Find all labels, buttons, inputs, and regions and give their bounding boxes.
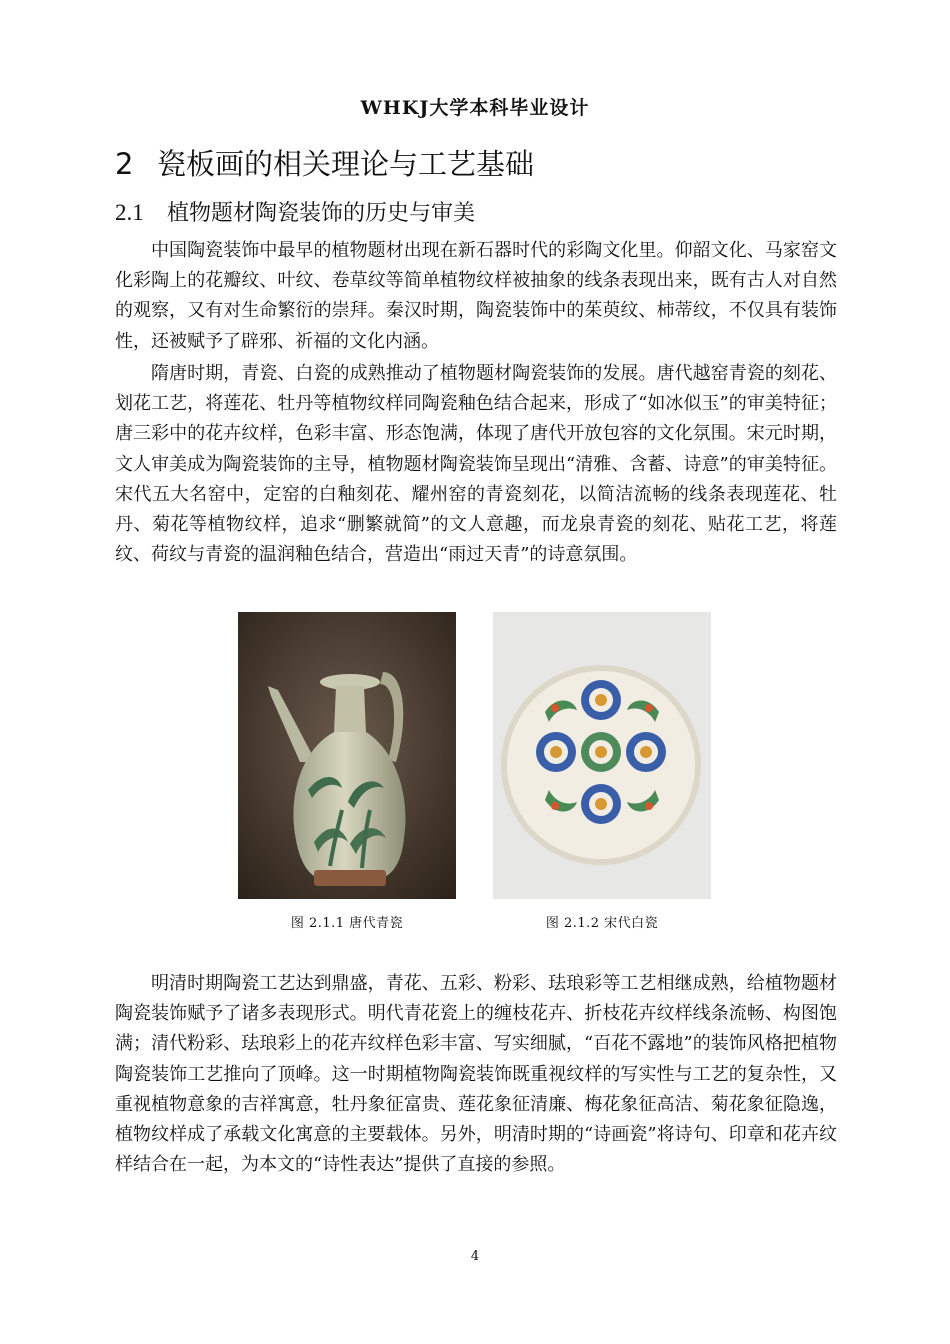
section-heading	[115, 196, 475, 227]
chapter-heading	[115, 142, 534, 183]
section-title: 植物题材陶瓷装饰的历史与审美	[167, 201, 476, 226]
plate-image	[493, 612, 711, 899]
figure-song-white-plate	[493, 612, 711, 899]
body-paragraph: 隋唐时期，青瓷、白瓷的成熟推动了植物题材陶瓷装饰的发展。唐代越窑青瓷的刻花、划花工艺，将莲花、牡丹等植物纹样同陶瓷釉色结合起来，形成了“如冰似玉”的审美特征；唐三彩中的花卉纹样，色彩丰富、形态饱满，体现了唐代开放包容的文化氛围。宋元时期，文人审美成为陶瓷装饰的主导，植物题材陶瓷装饰呈现出“清雅、含蓄、诗意”的审美特征。宋代五大名窑中，定窑的白釉刻花、耀州窑的青瓷刻花，以简洁流畅的线条表现莲花、牡丹、菊花等植物纹样，追求“删繁就简”的文人意趣，而龙泉青瓷的刻花、贴花工艺，将莲纹、荷纹与青瓷的温润釉色结合，营造出“雨过天青”的诗意氛围。	[115, 363, 837, 566]
body-paragraph: 中国陶瓷装饰中最早的植物题材出现在新石器时代的彩陶文化里。仰韶文化、马家窑文化彩陶上的花瓣纹、叶纹、卷草纹等简单植物纹样被抽象的线条表现出来，既有古人对自然的观察，又有对生命繁衍的崇拜。秦汉时期，陶瓷装饰中的茱萸纹、柿蒂纹，不仅具有装饰性，还被赋予了辟邪、祈福的文化内涵。	[115, 240, 837, 352]
running-header: WHKJ大学本科毕业设计	[360, 97, 590, 119]
figure-caption: 图 2.1.1 唐代青瓷	[290, 916, 404, 931]
section-number: 2.1	[115, 200, 144, 225]
figure-tang-celadon-ewer	[238, 612, 456, 899]
body-paragraph: 明清时期陶瓷工艺达到鼎盛，青花、五彩、粉彩、珐琅彩等工艺相继成熟，给植物题材陶瓷装饰赋予了诸多表现形式。明代青花瓷上的缠枝花卉、折枝花卉纹样线条流畅、构图饱满；清代粉彩、珐琅彩上的花卉纹样色彩丰富、写实细腻，“百花不露地”的装饰风格把植物陶瓷装饰工艺推向了顶峰。这一时期植物陶瓷装饰既重视纹样的写实性与工艺的复杂性，又重视植物意象的吉祥寓意，牡丹象征富贵、莲花象征清廉、梅花象征高洁、菊花象征隐逸，植物纹样成了承载文化寓意的主要载体。另外，明清时期的“诗画瓷”将诗句、印章和花卉纹样结合在一起，为本文的“诗性表达”提供了直接的参照。	[115, 973, 837, 1176]
ewer-image	[238, 612, 456, 899]
figure-caption: 图 2.1.2 宋代白瓷	[545, 916, 659, 931]
chapter-title: 瓷板画的相关理论与工艺基础	[157, 147, 535, 181]
chapter-number: 2	[115, 147, 134, 181]
page-number: 4	[470, 1249, 480, 1264]
